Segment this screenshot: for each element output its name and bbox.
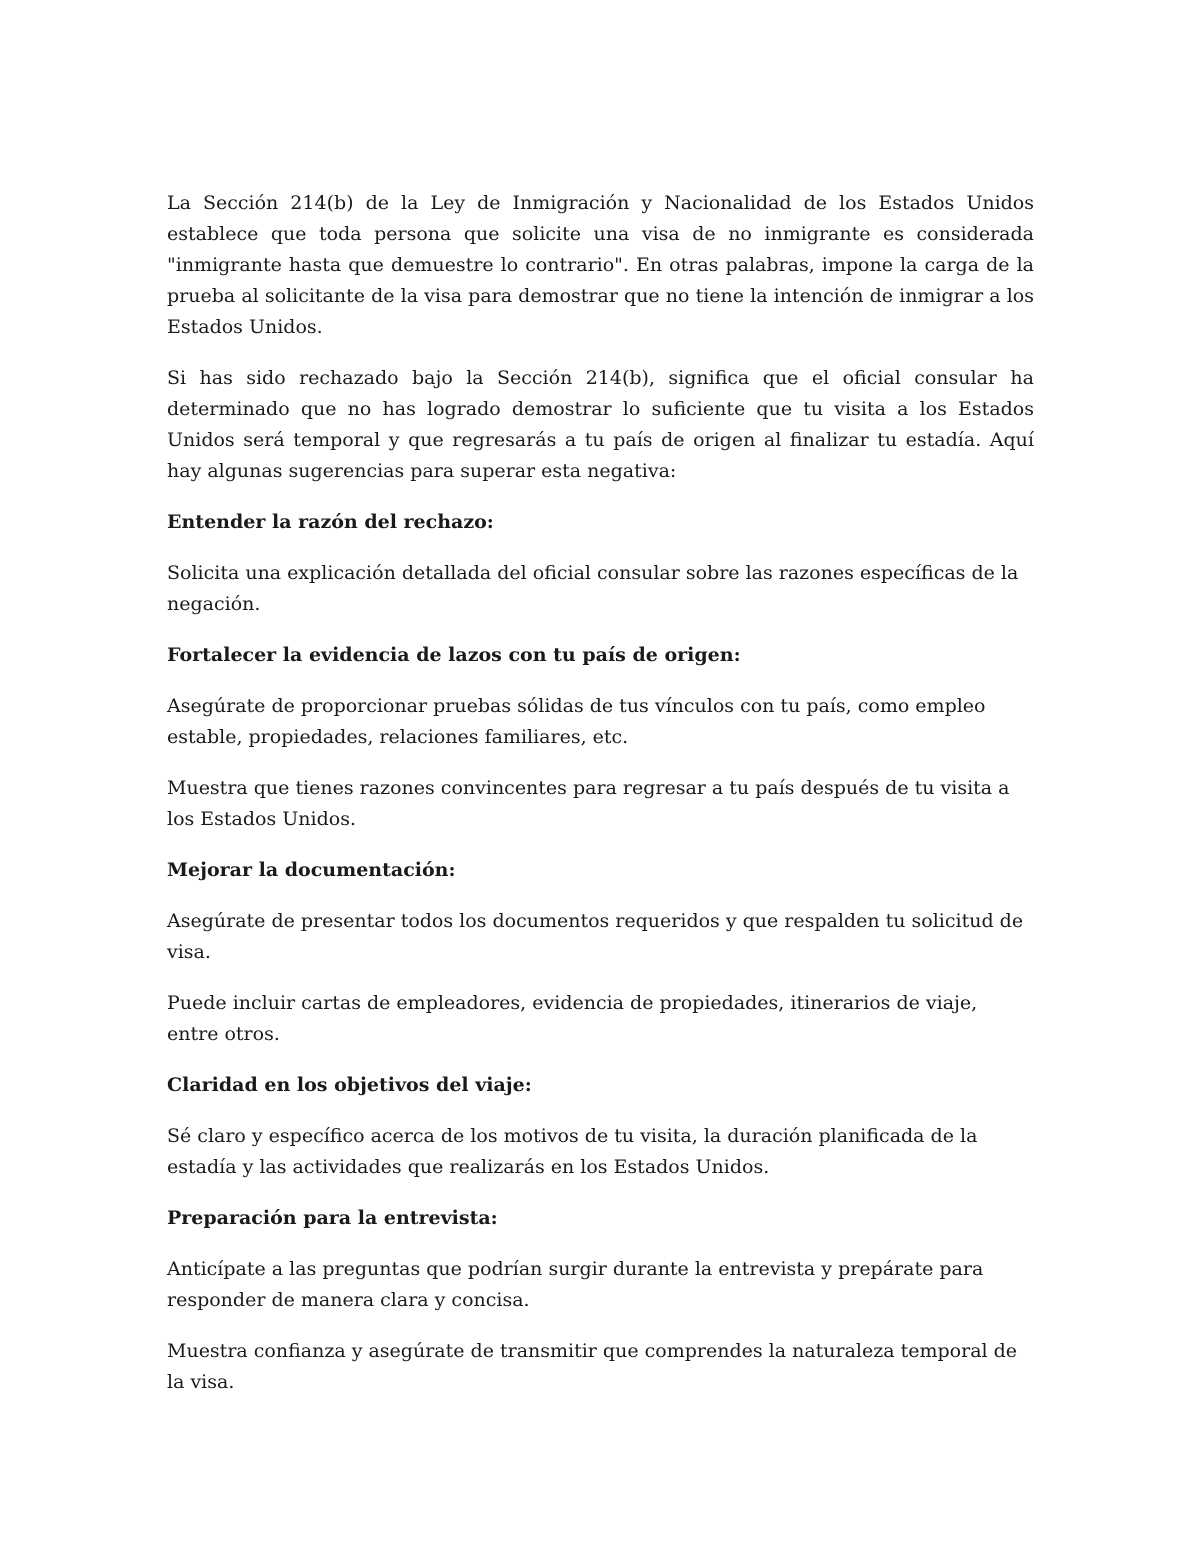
section-heading: Claridad en los objetivos del viaje: bbox=[167, 1074, 532, 1096]
body-paragraph: Sé claro y específico acerca de los motivos de tu visita, la duración planificada de la estadía y las actividades que realizarás en los Estados Unidos. bbox=[167, 1125, 978, 1178]
body-paragraph: Anticípate a las preguntas que podrían surgir durante la entrevista y prepárate para responder de manera clara y concisa. bbox=[167, 1258, 984, 1311]
body-paragraph: Muestra que tienes razones convincentes para regresar a tu país después de tu visita a los Estados Unidos. bbox=[167, 777, 1010, 830]
section-heading: Fortalecer la evidencia de lazos con tu país de origen: bbox=[167, 644, 741, 666]
section-heading: Entender la razón del rechazo: bbox=[167, 511, 494, 533]
body-paragraph: Asegúrate de proporcionar pruebas sólidas de tus vínculos con tu país, como empleo estable, propiedades, relaciones familiares, etc. bbox=[167, 695, 986, 748]
body-paragraph: Puede incluir cartas de empleadores, evidencia de propiedades, itinerarios de viaje, entre otros. bbox=[167, 992, 978, 1045]
intro-paragraph: La Sección 214(b) de la Ley de Inmigración y Nacionalidad de los Estados Unidos establece que toda persona que solicite una visa de no inmigrante es considerada "inmigrante hasta que demuestre lo contrario". En otras palabras, impone la carga de la prueba al solicitante de la visa para demostrar que no tiene la intención de inmigrar a los Estados Unidos. bbox=[167, 192, 1034, 338]
intro-paragraph: Si has sido rechazado bajo la Sección 214(b), significa que el oficial consular ha determinado que no has logrado demostrar lo suficiente que tu visita a los Estados Unidos será temporal y que regresarás a tu país de origen al finalizar tu estadía. Aquí hay algunas sugerencias para superar esta negativa: bbox=[167, 367, 1034, 482]
section-heading: Preparación para la entrevista: bbox=[167, 1207, 498, 1229]
section-heading: Mejorar la documentación: bbox=[167, 859, 456, 881]
document-body bbox=[167, 188, 1034, 1418]
body-paragraph: Asegúrate de presentar todos los documentos requeridos y que respalden tu solicitud de visa. bbox=[167, 910, 1024, 963]
body-paragraph: Muestra confianza y asegúrate de transmitir que comprendes la naturaleza temporal de la visa. bbox=[167, 1340, 1018, 1393]
body-paragraph: Solicita una explicación detallada del oficial consular sobre las razones específicas de la negación. bbox=[167, 562, 1019, 615]
